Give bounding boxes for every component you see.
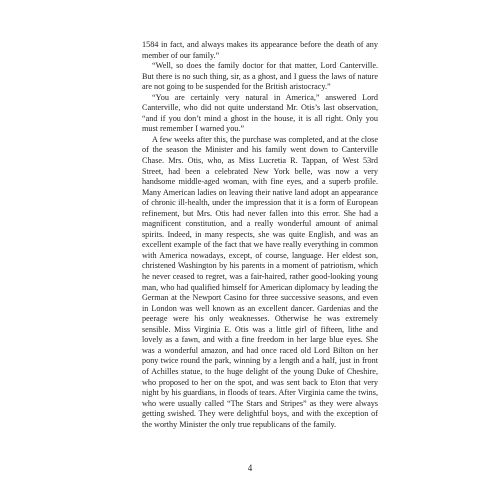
page-number: 4 — [247, 463, 253, 473]
paragraph-doctor: “Well, so does the family doctor for that matter, Lord Canterville. But there is no such thing, sir, as a ghost, and I guess the laws of nature are not going to be suspended for the British aristocracy.” — [142, 61, 378, 92]
paragraph-continuation: 1584 in fact, and always makes its appearance before the death of any member of our family.” — [142, 40, 378, 60]
body-text — [142, 40, 378, 430]
paragraph-family: A few weeks after this, the purchase was completed, and at the close of the season the Minister and his family went down to Canterville Chase. Mrs. Otis, who, as Miss Lucretia R. Tappan, of West 53rd Street, had been a celebrated New York belle, was now a very handsome middle-aged woman, with fine eyes, and a superb profile. Many American ladies on leaving their native land adopt an appearance of chronic ill-health, under the impression that it is a form of European refinement, but Mrs. Otis had never fallen into this error. She had a magnificent constitution, and a really wonderful amount of animal spirits. Indeed, in many respects, she was quite English, and was an excellent example of the fact that we have really everything in common with America nowadays, except, of course, language. Her eldest son, christened Washington by his parents in a moment of patriotism, which he never ceased to regret, was a fair-haired, rather good-looking young man, who had qualified himself for American diplomacy by leading the German at the Newport Casino for three successive seasons, and even in London was well known as an excellent dancer. Gardenias and the peerage were his only weaknesses. Otherwise he was extremely sensible. Miss Virginia E. Otis was a little girl of fifteen, lithe and lovely as a fawn, and with a fine freedom in her large blue eyes. She was a wonderful amazon, and had once raced old Lord Bilton on her pony twice round the park, winning by a length and a half, just in front of Achilles statue, to the huge delight of the young Duke of Cheshire, who proposed to her on the spot, and was sent back to Eton that very night by his guardians, in floods of tears. After Virginia came the twins, who were usually called “The Stars and Stripes” as they were always getting swished. They were delightful boys, and with the exception of the worthy Minister the only true republicans of the family. — [142, 134, 378, 429]
paragraph-natural: “You are certainly very natural in America,” answered Lord Canterville, who did not quite understand Mr. Otis’s last observation, “and if you don’t mind a ghost in the house, it is all right. Only you must remember I warned you.” — [142, 92, 378, 134]
